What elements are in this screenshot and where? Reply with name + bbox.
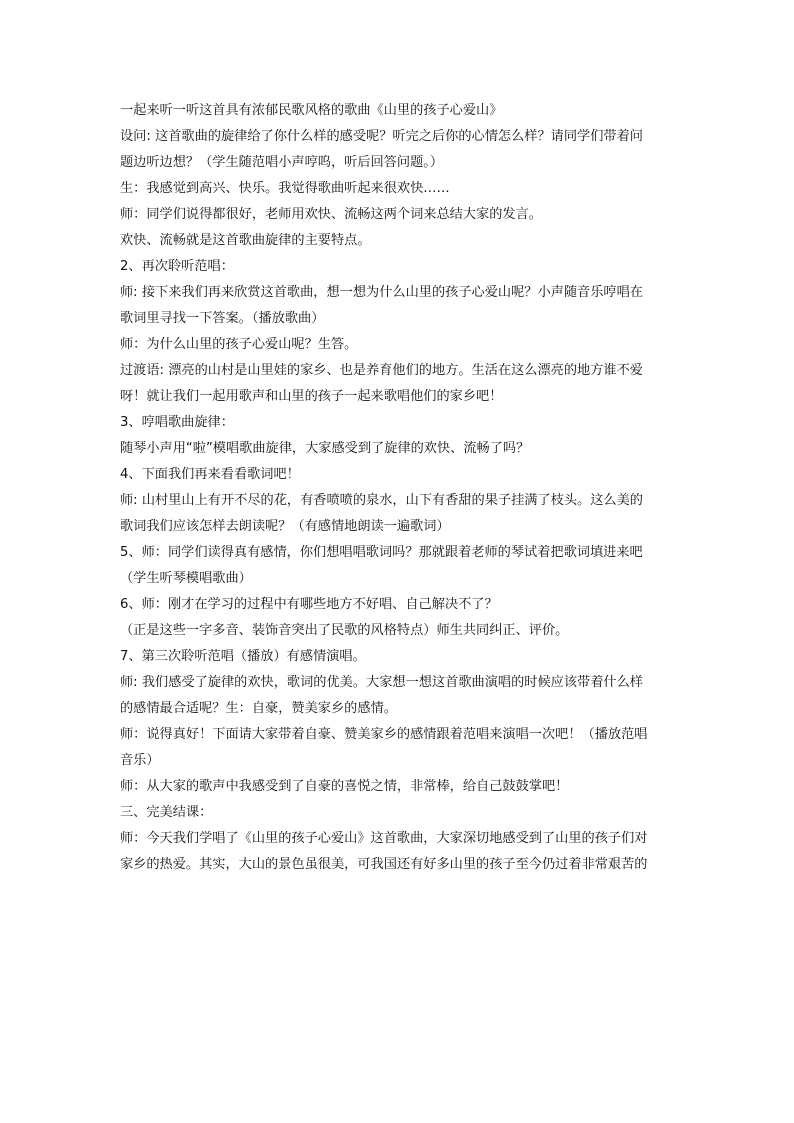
text-line: 师：今天我们学唱了《山里的孩子心爱山》这首歌曲，大家深切地感受到了山里的孩子们对 — [120, 831, 648, 846]
text-line: 三、完美结课： — [120, 805, 213, 820]
text-line: 音乐） — [120, 753, 160, 768]
text-line: 过渡语: 漂亮的山村是山里娃的家乡、也是养育他们的地方。生活在这么漂亮的地方谁不爱 — [120, 363, 643, 378]
text-line: 4、下面我们再来看看歌词吧！ — [120, 467, 300, 482]
text-line: 生：我感觉到高兴、快乐。我觉得歌曲听起来很欢快…… — [120, 181, 450, 196]
text-line: 的感情最合适呢？生：自豪，赞美家乡的感情。 — [120, 701, 397, 716]
text-line: 师：从大家的歌声中我感受到了自豪的喜悦之情，非常棒，给自己鼓鼓掌吧！ — [120, 779, 569, 794]
text-line: 歌词里寻找一下答案。（播放歌曲） — [120, 311, 325, 326]
text-line: 师：说得真好！下面请大家带着自豪、赞美家乡的感情跟着范唱来演唱一次吧！（播放范唱 — [120, 727, 648, 742]
text-line: （正是这些一字多音、装饰音突出了民歌的风格特点）师生共同纠正、评价。 — [120, 623, 569, 638]
text-line: 呀！就让我们一起用歌声和山里的孩子一起来歌唱他们的家乡吧！ — [120, 389, 503, 404]
text-line: 随琴小声用“啦”模唱歌曲旋律，大家感受到了旋律的欢快、流畅了吗？ — [120, 441, 530, 456]
text-line: 6、师：刚才在学习的过程中有哪些地方不好唱、自己解决不了？ — [120, 597, 498, 612]
text-line: 师: 接下来我们再来欣赏这首歌曲，想一想为什么山里的孩子心爱山呢？小声随音乐哼唱在 — [120, 285, 643, 300]
document-body — [120, 98, 680, 878]
text-line: 师：同学们说得都很好，老师用欢快、流畅这两个词来总结大家的发言。 — [120, 207, 542, 222]
text-line: 3、哼唱歌曲旋律： — [120, 415, 234, 430]
text-line: 一起来听一听这首具有浓郁民歌风格的歌曲《山里的孩子心爱山》 — [120, 103, 503, 118]
text-line: （学生听琴模唱歌曲） — [120, 571, 252, 586]
text-line: 师: 我们感受了旋律的欢快，歌词的优美。大家想一想这首歌曲演唱的时候应该带着什么样 — [120, 675, 643, 690]
text-line: 2、再次聆听范唱： — [120, 259, 234, 274]
text-line: 师：为什么山里的孩子心爱山呢？生答。 — [120, 337, 358, 352]
text-line: 5、师：同学们读得真有感情，你们想唱唱歌词吗？那就跟着老师的琴试着把歌词填进来吧 — [120, 545, 643, 560]
text-line: 家乡的热爱。其实，大山的景色虽很美，可我国还有好多山里的孩子至今仍过着非常艰苦的 — [120, 857, 648, 872]
text-line: 歌词我们应该怎样去朗读呢？（有感情地朗读一遍歌词） — [120, 519, 450, 534]
text-line: 题边听边想？（学生随范唱小声哼呜，听后回答问题。） — [120, 155, 444, 170]
text-line: 7、第三次聆听范唱（播放）有感情演唱。 — [120, 649, 366, 664]
text-line: 设问: 这首歌曲的旋律给了你什么样的感受呢？听完之后你的心情怎么样？请同学们带着问 — [120, 129, 643, 144]
text-line: 师: 山村里山上有开不尽的花，有香喷喷的泉水，山下有香甜的果子挂满了枝头。这么美的 — [120, 493, 643, 508]
text-line: 欢快、流畅就是这首歌曲旋律的主要特点。 — [120, 233, 371, 248]
